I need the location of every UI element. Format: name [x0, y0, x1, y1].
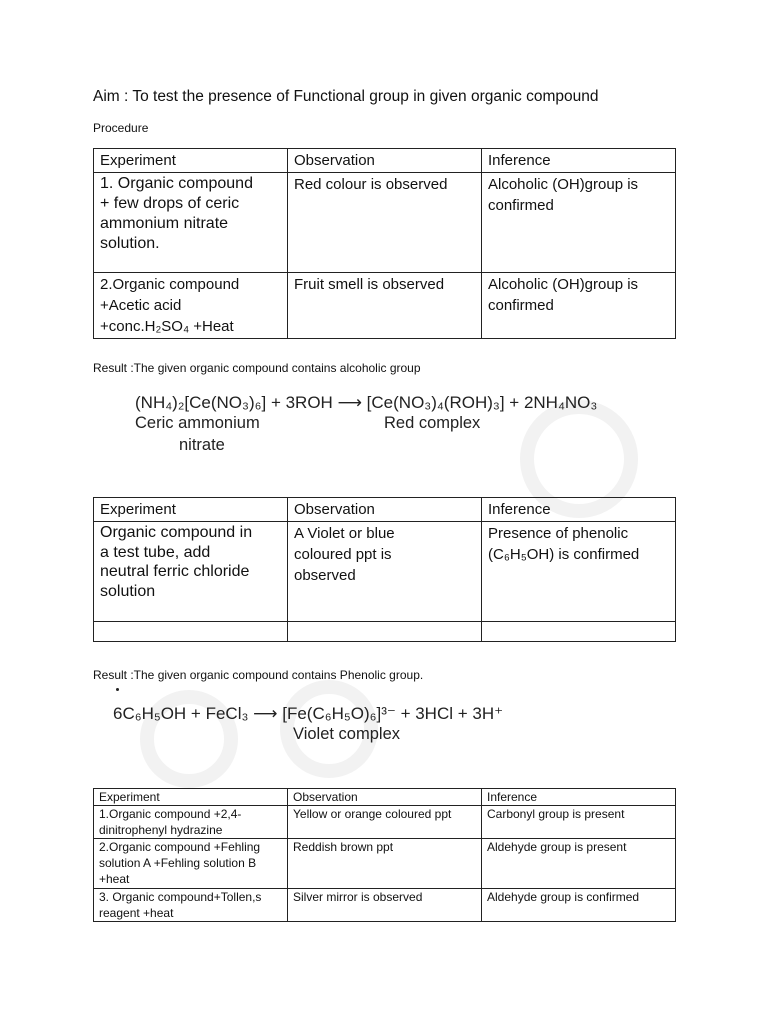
- eq-label-ceric: Ceric ammonium: [135, 414, 260, 432]
- eq-reagent: + 3ROH: [270, 393, 333, 412]
- eq-label-violet-complex: Violet complex: [293, 725, 401, 743]
- equation-ceric: [135, 393, 597, 413]
- cell-text: Silver mirror is observed: [293, 890, 423, 904]
- header-experiment: Experiment: [94, 149, 288, 173]
- experiment-cell: [94, 839, 288, 889]
- observation-cell: [288, 522, 482, 622]
- table-header-row: [94, 789, 676, 806]
- experiment-cell: [94, 806, 288, 839]
- cell-text: Organic compound in a test tube, add neutral ferric chloride solution: [100, 524, 253, 600]
- cell-text: A Violet or blue coloured ppt is observed: [294, 525, 395, 584]
- header-experiment: Experiment: [94, 498, 288, 522]
- procedure-label: Procedure: [93, 121, 149, 135]
- cell-text: 1. Organic compound + few drops of ceric ammonium nitrate solution.: [100, 175, 253, 252]
- observation-cell: [288, 839, 482, 889]
- header-observation: Observation: [288, 149, 482, 173]
- experiment-cell: [94, 889, 288, 922]
- observation-cell: [288, 173, 482, 273]
- cell-text: Alcoholic (OH)group is confirmed: [488, 176, 639, 214]
- observation-cell: [288, 273, 482, 339]
- cell-text: Presence of phenolic (C₆H₅OH) is confirmed: [488, 525, 640, 563]
- header-observation: Observation: [288, 789, 482, 806]
- header-inference: Inference: [482, 149, 676, 173]
- table-header-row: [94, 149, 676, 173]
- result-alcohol: Result :The given organic compound contains alcoholic group: [93, 361, 421, 375]
- eq-byproduct: + 2NH₄NO₃: [509, 393, 598, 412]
- experiment-cell: [94, 173, 288, 273]
- table-row: [94, 173, 676, 273]
- eq-label-nitrate: nitrate: [179, 436, 225, 454]
- cell-text: 3. Organic compound+Tollen,s reagent +heat: [99, 890, 262, 920]
- inference-cell: [482, 522, 676, 622]
- header-inference: Inference: [482, 789, 676, 806]
- eq-product: [Ce(NO₃)₄(ROH)₃]: [366, 393, 505, 412]
- cell-text: Reddish brown ppt: [293, 840, 394, 854]
- reaction-arrow-icon: ⟶: [253, 704, 278, 723]
- reaction-arrow-icon: ⟶: [337, 393, 362, 412]
- experiment-cell: [94, 273, 288, 339]
- table-header-row: [94, 498, 676, 522]
- table-row: [94, 806, 676, 839]
- cell-text: Carbonyl group is present: [487, 807, 625, 821]
- table-row: [94, 522, 676, 622]
- test-table-carbonyl: [93, 788, 676, 922]
- eq-byproducts: + 3HCl + 3H⁺: [400, 704, 504, 723]
- cell-text: Red colour is observed: [294, 176, 448, 193]
- test-table-alcohol: [93, 148, 676, 339]
- equation-ferric: [113, 704, 503, 724]
- stray-dot: [116, 688, 119, 691]
- eq-product: [Fe(C₆H₅O)₆]³⁻: [282, 704, 396, 723]
- inference-cell: [482, 173, 676, 273]
- test-table-phenol: [93, 497, 676, 642]
- header-experiment: Experiment: [94, 789, 288, 806]
- table-row: [94, 839, 676, 889]
- inference-cell: [482, 273, 676, 339]
- header-inference: Inference: [482, 498, 676, 522]
- table-row: [94, 622, 676, 642]
- inference-cell: [482, 839, 676, 889]
- cell-text: Aldehyde group is present: [487, 840, 627, 854]
- cell-text: 2.Organic compound +Acetic acid +conc.H₂SO₄ +Heat: [100, 276, 240, 335]
- result-phenol: Result :The given organic compound contains Phenolic group.: [93, 668, 424, 682]
- empty-cell: [482, 622, 676, 642]
- eq-label-red-complex: Red complex: [384, 414, 481, 432]
- aim-heading: Aim : To test the presence of Functional group in given organic compound: [93, 88, 599, 105]
- observation-cell: [288, 806, 482, 839]
- eq-reactant: (NH₄)₂[Ce(NO₃)₆]: [135, 393, 267, 412]
- empty-cell: [94, 622, 288, 642]
- cell-text: 2.Organic compound +Fehling solution A +Fehling solution B +heat: [99, 840, 261, 886]
- cell-text: Fruit smell is observed: [294, 276, 445, 293]
- cell-text: Yellow or orange coloured ppt: [293, 807, 452, 821]
- cell-text: Alcoholic (OH)group is confirmed: [488, 276, 639, 314]
- inference-cell: [482, 889, 676, 922]
- table-row: [94, 889, 676, 922]
- table-row: [94, 273, 676, 339]
- inference-cell: [482, 806, 676, 839]
- experiment-cell: [94, 522, 288, 622]
- cell-text: 1.Organic compound +2,4- dinitrophenyl hydrazine: [99, 807, 242, 837]
- eq-reactants: 6C₆H₅OH + FeCl₃: [113, 704, 249, 723]
- header-observation: Observation: [288, 498, 482, 522]
- cell-text: Aldehyde group is confirmed: [487, 890, 640, 904]
- empty-cell: [288, 622, 482, 642]
- observation-cell: [288, 889, 482, 922]
